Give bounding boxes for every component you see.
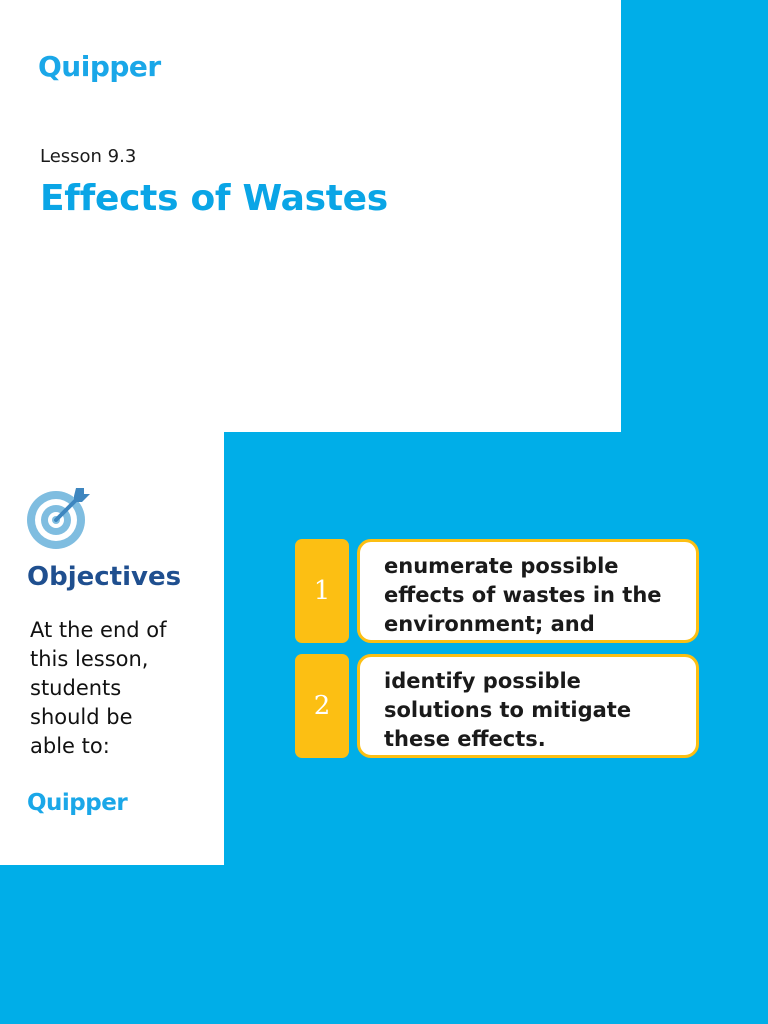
- objectives-heading: Objectives: [27, 562, 182, 592]
- next-slide-partial: [0, 865, 768, 1024]
- objective-text: identify possible solutions to mitigate these effects.: [384, 668, 632, 751]
- objectives-intro: At the end of this lesson, students should be able to:: [30, 618, 167, 758]
- objective-card: [357, 654, 699, 758]
- title-slide: [0, 0, 768, 432]
- objective-number: 1: [295, 539, 349, 643]
- objective-item: [295, 539, 701, 643]
- objectives-slide: [0, 432, 768, 865]
- accent-band: [621, 0, 768, 432]
- target-icon: [24, 484, 92, 552]
- objectives-panel: [224, 432, 768, 865]
- lesson-number: Lesson 9.3: [40, 146, 137, 167]
- objective-item: [295, 654, 701, 758]
- objective-text: enumerate possible effects of wastes in the environment; and: [384, 553, 662, 636]
- objective-number: 2: [295, 654, 349, 758]
- quipper-logo-small: Quipper: [27, 790, 128, 816]
- quipper-logo: Quipper: [38, 50, 161, 83]
- objective-card: [357, 539, 699, 643]
- lesson-title: Effects of Wastes: [40, 178, 388, 219]
